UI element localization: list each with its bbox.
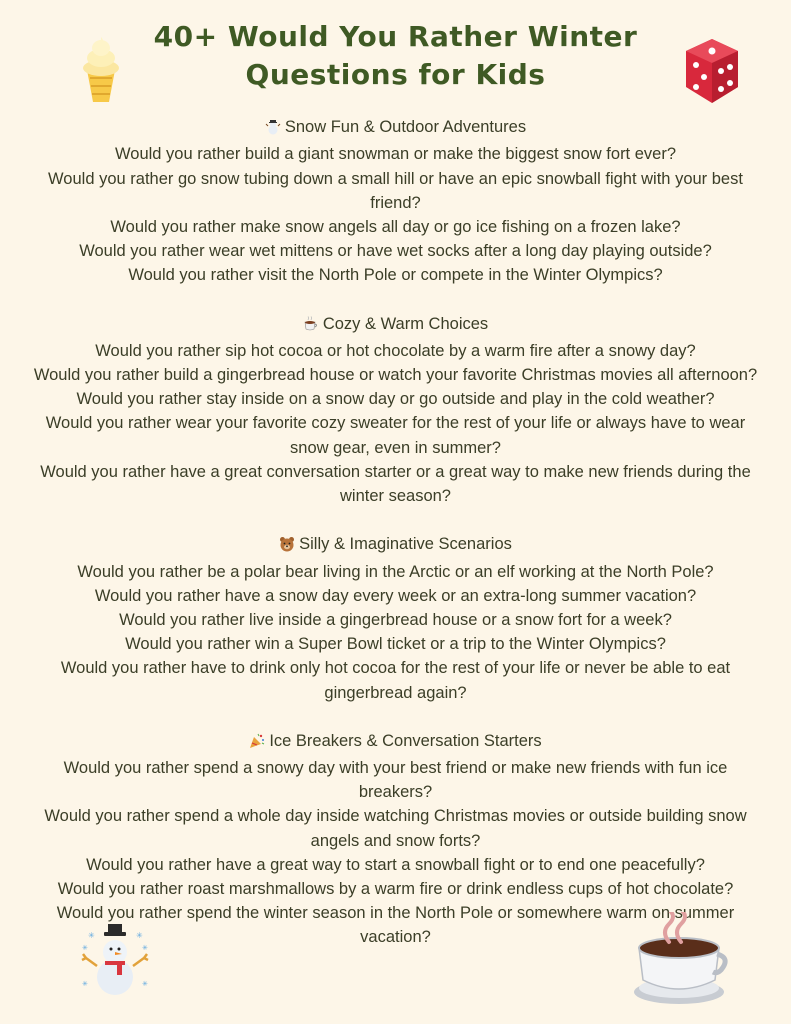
question-item: Would you rather spend a snowy day with your best friend or make new friends with fun ice breakers? [63,759,728,802]
section-heading-label: Snow Fun & Outdoor Adventures [284,118,527,136]
question-item: Would you rather be a polar bear living in the Arctic or an elf working at the North Pole? [77,562,714,581]
hot-cocoa-icon [633,912,729,1006]
question-item: Would you rather have a great conversation starter or a great way to make new friends during the winter season? [40,462,751,506]
question-item: Would you rather have a great way to start a snowball fight or to end one peacefully? [86,855,705,874]
ice-cream-icon [80,36,122,104]
section-heading [249,729,541,753]
dice-icon [684,37,740,105]
section-heading-label: Cozy & Warm Choices [322,314,489,333]
section-heading [279,532,512,556]
question-item: Would you rather spend the winter season in the North Pole or somewhere warm on summer vacation? [56,904,735,947]
question-item: Would you rather wear wet mittens or have wet socks after a long day playing outside? [79,242,712,261]
hot-beverage-icon [303,316,319,332]
title-line-2: Questions for Kids [245,58,546,91]
party-popper-icon [249,733,265,749]
svg-text:✳: ✳ [88,931,95,940]
svg-text:✳: ✳ [82,944,88,952]
section-heading-label: Silly & Imaginative Scenarios [299,535,512,554]
section-snow-fun [30,115,761,288]
question-item: Would you rather have a snow day every week or an extra-long summer vacation? [94,586,697,605]
svg-text:✳: ✳ [136,931,143,940]
snowman-icon [80,924,150,998]
title-line-1: 40+ Would You Rather Winter [153,20,638,53]
question-item: Would you rather stay inside on a snow day or go outside and play in the cold weather? [76,390,715,409]
bear-icon [279,536,295,552]
question-item: Would you rather win a Super Bowl ticket or a trip to the Winter Olympics? [125,635,666,654]
section-heading-label: Ice Breakers & Conversation Starters [269,731,542,750]
question-item: Would you rather have to drink only hot cocoa for the rest of your life or never be able to eat gingerbread again? [60,659,731,702]
question-item: Would you rather visit the North Pole or compete in the Winter Olympics? [128,266,663,285]
question-item: Would you rather build a giant snowman or make the biggest snow fort ever? [115,145,676,164]
svg-text:✳: ✳ [142,980,148,988]
question-item: Would you rather build a gingerbread house or watch your favorite Christmas movies all afternoon? [33,366,758,385]
section-heading [265,115,526,139]
question-item: Would you rather go snow tubing down a small hill or have an epic snowball fight with your best friend? [48,169,743,212]
question-item: Would you rather live inside a gingerbread house or a snow fort for a week? [119,610,672,629]
section-heading [303,312,488,336]
snowman-icon [265,119,281,135]
question-item: Would you rather roast marshmallows by a warm fire or drink endless cups of hot chocolate? [57,880,734,899]
question-item: Would you rather wear your favorite cozy sweater for the rest of your life or always have to wear snow gear, even in summer? [45,414,746,457]
svg-text:✳: ✳ [82,980,88,988]
section-silly-imaginative [30,532,761,705]
section-cozy-warm [30,312,761,509]
svg-text:✳: ✳ [142,944,148,952]
question-item: Would you rather sip hot cocoa or hot chocolate by a warm fire after a snowy day? [95,341,696,360]
questions-list [30,115,761,974]
question-item: Would you rather make snow angels all day or go ice fishing on a frozen lake? [110,217,681,236]
question-item: Would you rather spend a whole day inside watching Christmas movies or outside building snow angels and snow forts? [44,807,747,850]
